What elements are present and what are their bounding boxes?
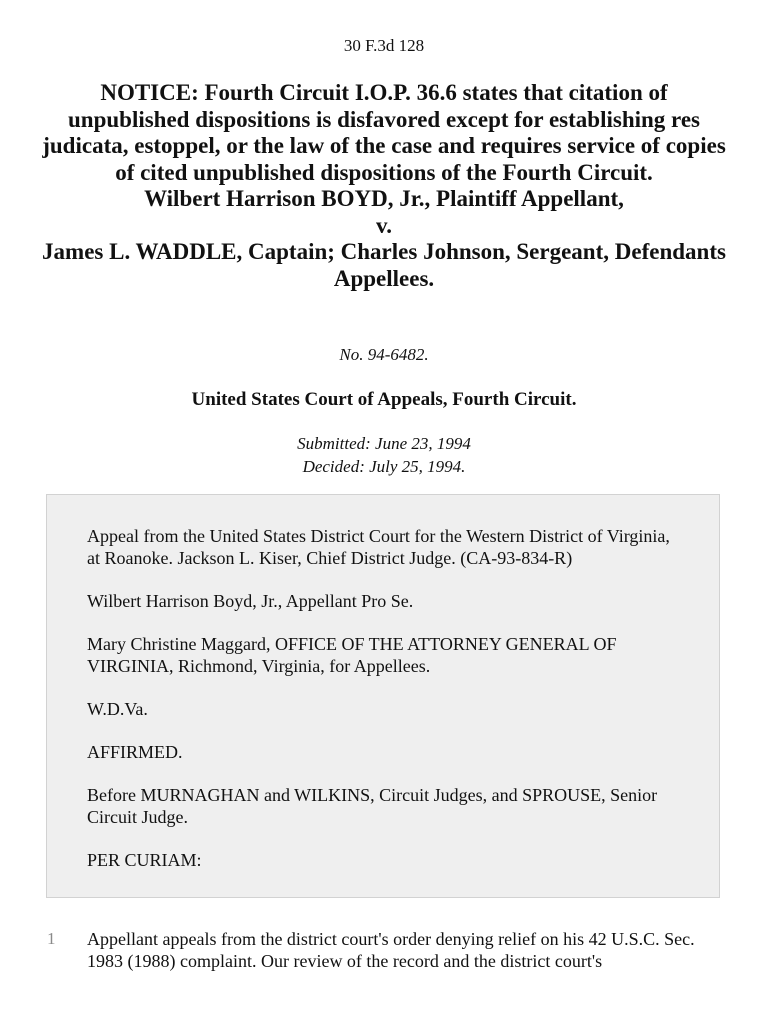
appellee-counsel-text: Mary Christine Maggard, OFFICE OF THE ATTORNEY GENERAL OF VIRGINIA, Richmond, Virginia, for Appellees. (87, 634, 617, 676)
submitted-date: Submitted: June 23, 1994 (297, 434, 471, 453)
decided-date: Decided: July 25, 1994. (302, 457, 466, 476)
disposition-text: AFFIRMED. (87, 742, 183, 762)
plaintiff-line: Wilbert Harrison BOYD, Jr., Plaintiff Appellant, (144, 186, 624, 211)
district-text: W.D.Va. (87, 699, 148, 719)
notice-text: NOTICE: Fourth Circuit I.O.P. 36.6 states that citation of unpublished dispositions is disfavored except for establishing res judicata, estoppel, or the law of the case and requires service of copies of cited unpublished dispositions of the Fourth Circuit. (42, 80, 726, 185)
docket-number: No. 94-6482. (339, 345, 429, 364)
court-name: United States Court of Appeals, Fourth Circuit. (191, 389, 577, 410)
paragraph-text: Appellant appeals from the district court's order denying relief on his 42 U.S.C. Sec. 1983 (1988) complaint. Our review of the record and the district court's (87, 929, 695, 971)
panel-text: Before MURNAGHAN and WILKINS, Circuit Judges, and SPROUSE, Senior Circuit Judge. (87, 785, 658, 827)
case-dates (0, 432, 768, 478)
case-summary-box (46, 494, 720, 898)
defendants-line: James L. WADDLE, Captain; Charles Johnson, Sergeant, Defendants Appellees. (42, 239, 726, 291)
appellant-counsel-text: Wilbert Harrison Boyd, Jr., Appellant Pro Se. (87, 591, 414, 611)
versus-line: v. (376, 212, 392, 238)
appeal-from-text: Appeal from the United States District Court for the Western District of Virginia, at Roanoke. Jackson L. Kiser, Chief District Judge. (CA-93-834-R) (87, 526, 670, 568)
per-curiam-text: PER CURIAM: (87, 850, 202, 870)
paragraph-number: 1 (47, 929, 56, 948)
case-heading (40, 80, 728, 292)
case-citation: 30 F.3d 128 (343, 36, 425, 55)
